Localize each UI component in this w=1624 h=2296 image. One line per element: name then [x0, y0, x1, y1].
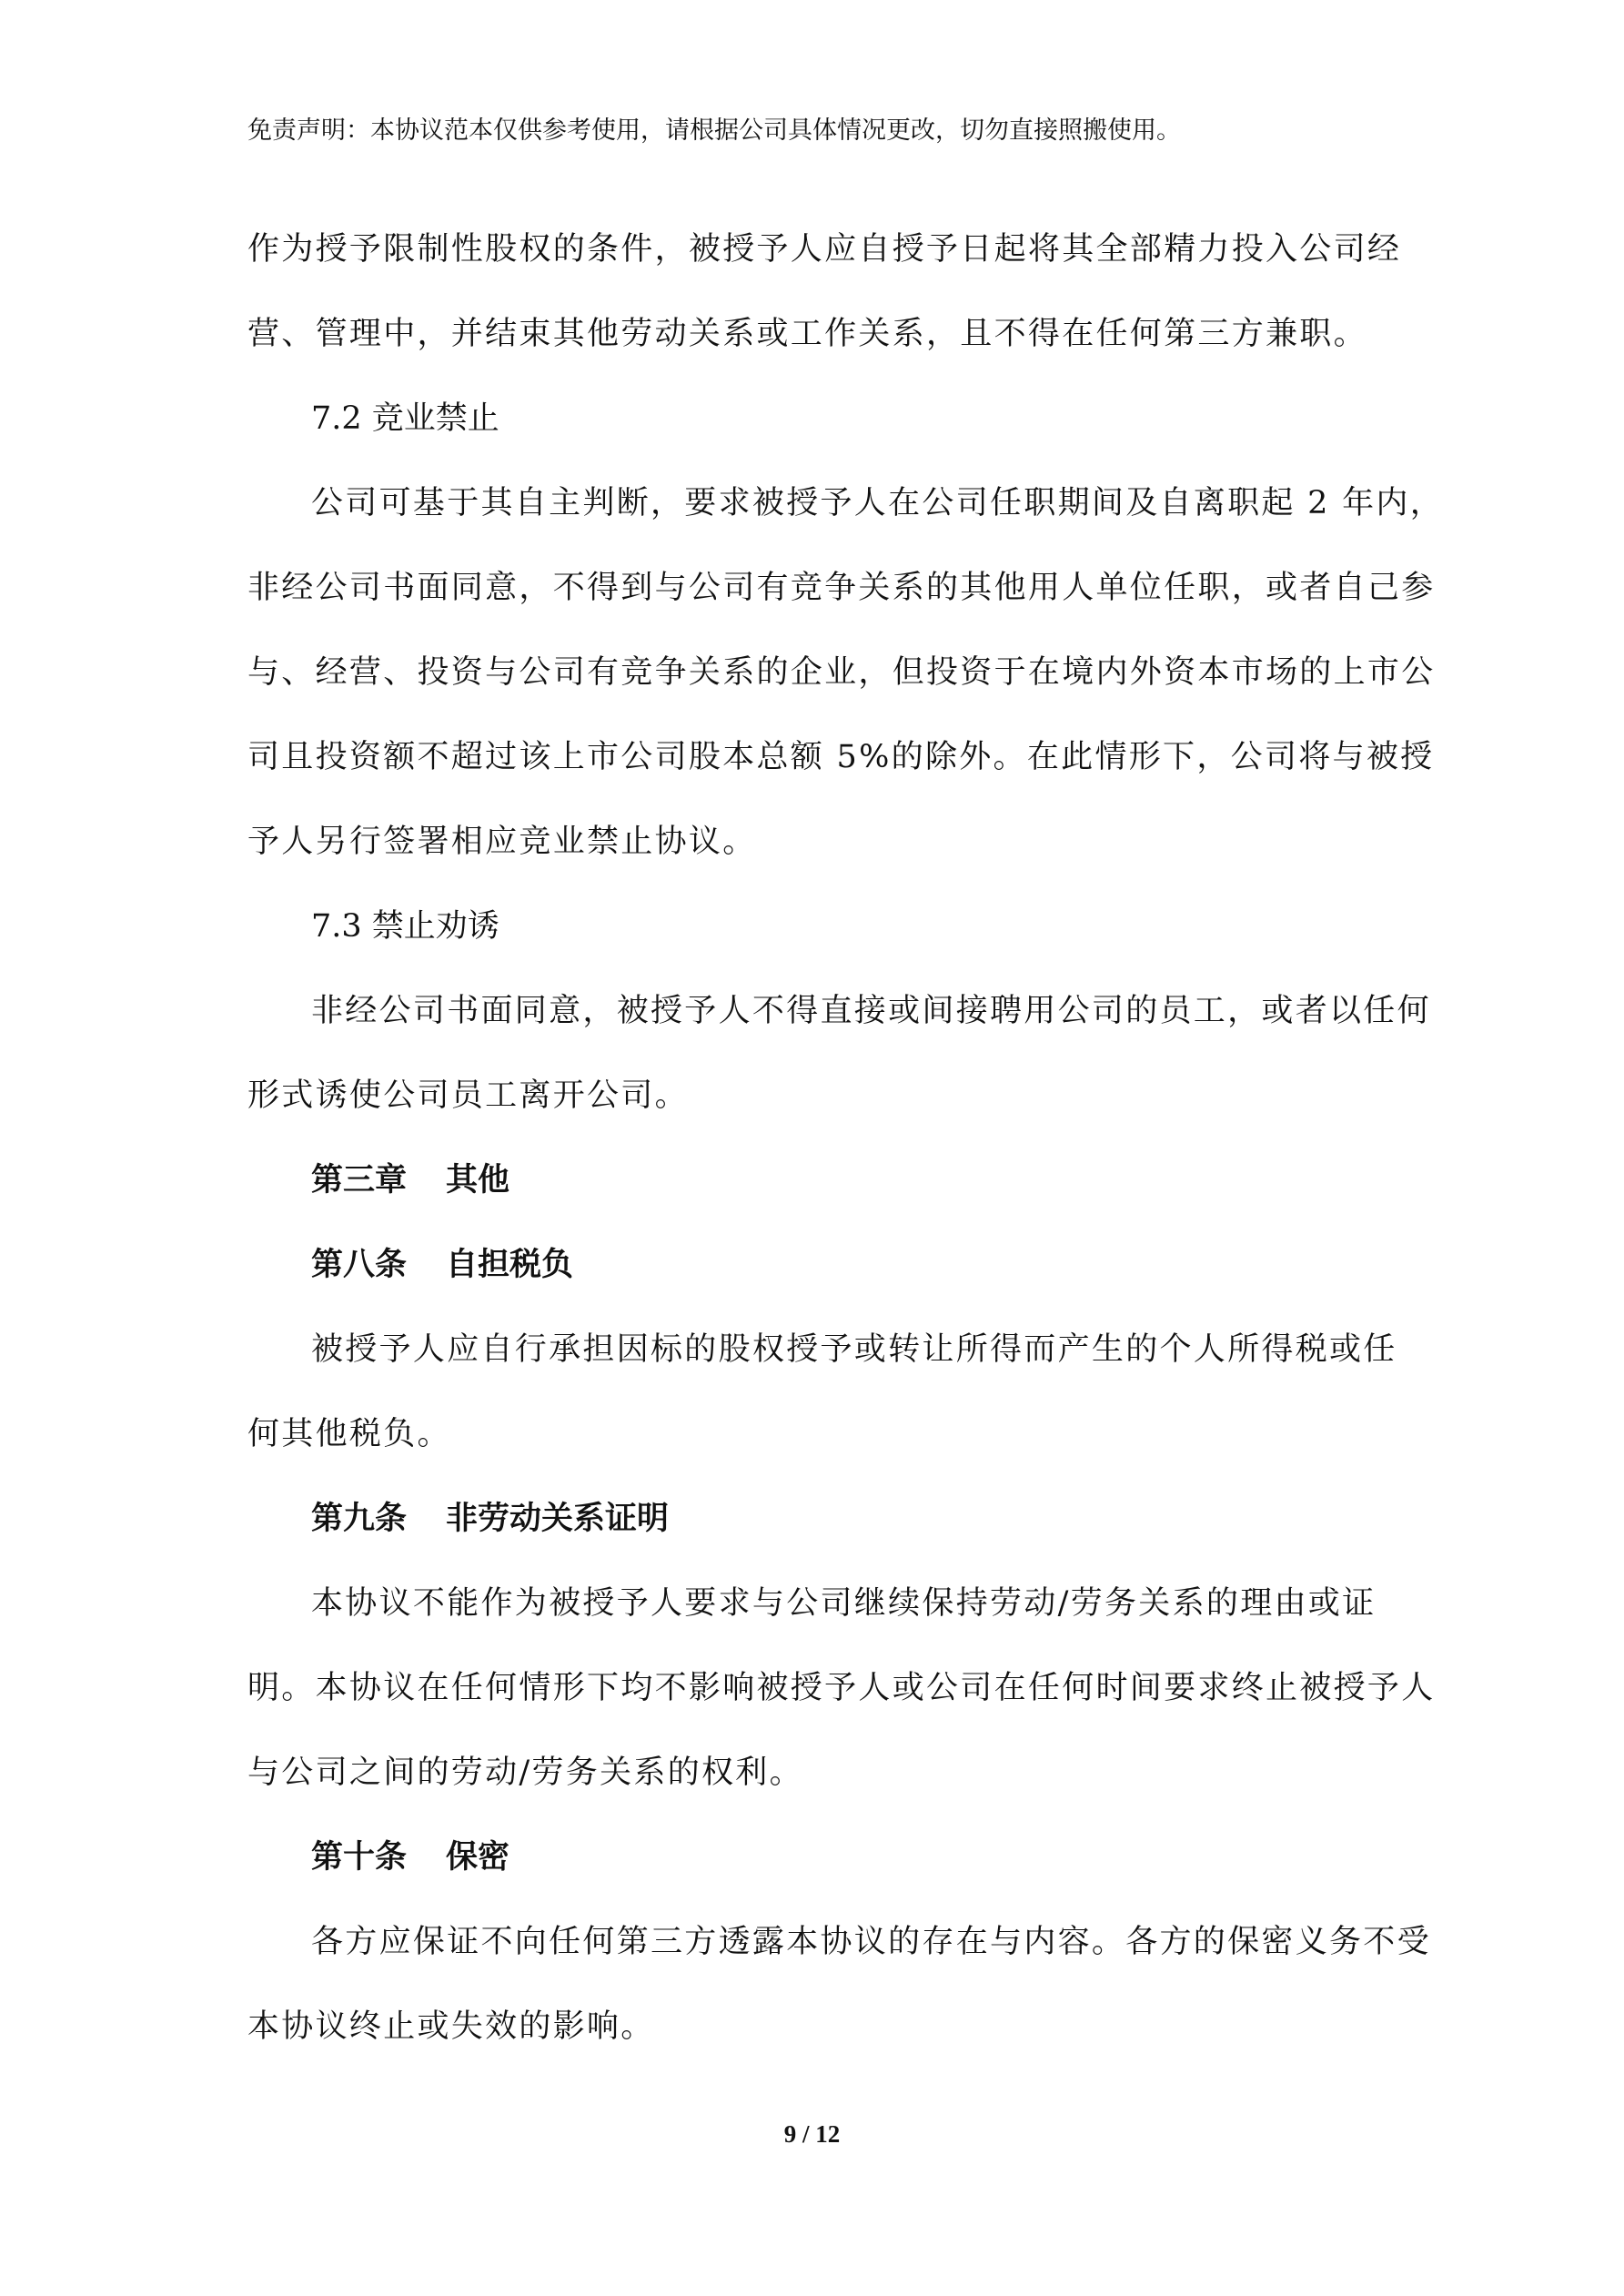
text-line: 作为授予限制性股权的条件，被授予人应自授予日起将其全部精力投入公司经: [247, 231, 1402, 268]
document-body: [247, 207, 1445, 2069]
article-title: 保密: [446, 1839, 510, 1876]
subsection-7-3-title: 7.3 禁止劝诱: [311, 908, 499, 945]
text-line: 营、管理中，并结束其他劳动关系或工作关系，且不得在任何第三方兼职。: [247, 316, 1367, 352]
text-line: 与、经营、投资与公司有竞争关系的企业，但投资于在境内外资本市场的上市公: [247, 654, 1436, 691]
text-line: 与公司之间的劳动/劳务关系的权利。: [247, 1755, 803, 1791]
chapter-3-heading: [247, 1138, 1387, 1223]
disclaimer-header: 免责声明：本协议范本仅供参考使用，请根据公司具体情况更改，切勿直接照搬使用。: [247, 116, 1181, 145]
text-line: 非经公司书面同意，不得到与公司有竞争关系的其他用人单位任职，或者自己参: [247, 570, 1436, 606]
paragraph-tax-burden: [247, 1308, 1397, 1477]
text-line: 非经公司书面同意，被授予人不得直接或间接聘用公司的员工，或者以任何: [311, 993, 1431, 1029]
article-number: 第十条: [311, 1839, 408, 1876]
chapter-title: 其他: [446, 1162, 510, 1199]
text-line: 何其他税负。: [247, 1416, 451, 1452]
article-9-heading: [247, 1477, 1387, 1562]
text-line: 司且投资额不超过该上市公司股本总额 5%的除外。在此情形下，公司将与被授: [247, 739, 1435, 775]
article-8-heading: [247, 1223, 1387, 1308]
text-line: 公司可基于其自主判断，要求被授予人在公司任职期间及自离职起 2 年内，: [311, 485, 1445, 521]
article-10-heading: [247, 1816, 1387, 1900]
article-title: 非劳动关系证明: [446, 1501, 670, 1537]
chapter-number: 第三章: [311, 1162, 408, 1199]
text-line: 予人另行签署相应竞业禁止协议。: [247, 824, 757, 860]
article-title: 自担税负: [446, 1247, 574, 1283]
text-line: 本协议不能作为被授予人要求与公司继续保持劳动/劳务关系的理由或证: [311, 1585, 1377, 1622]
text-line: 本协议终止或失效的影响。: [247, 2008, 655, 2045]
subsection-7-2-title: 7.2 竞业禁止: [311, 400, 499, 437]
article-number: 第九条: [311, 1501, 408, 1537]
text-line: 形式诱使公司员工离开公司。: [247, 1077, 689, 1114]
text-line: 各方应保证不向任何第三方透露本协议的存在与内容。各方的保密义务不受: [311, 1924, 1431, 1960]
paragraph-full-time-commitment: [247, 207, 1402, 377]
text-line: 被授予人应自行承担因标的股权授予或转让所得而产生的个人所得税或任: [311, 1331, 1397, 1368]
text-line: 明。本协议在任何情形下均不影响被授予人或公司在任何时间要求终止被授予人: [247, 1670, 1436, 1706]
article-number: 第八条: [311, 1247, 408, 1283]
paragraph-non-compete: [247, 461, 1445, 885]
paragraph-non-employment: [247, 1562, 1436, 1816]
page-number: 9 / 12: [783, 2120, 841, 2148]
paragraph-non-solicitation: [247, 969, 1431, 1138]
paragraph-confidentiality: [247, 1900, 1431, 2069]
